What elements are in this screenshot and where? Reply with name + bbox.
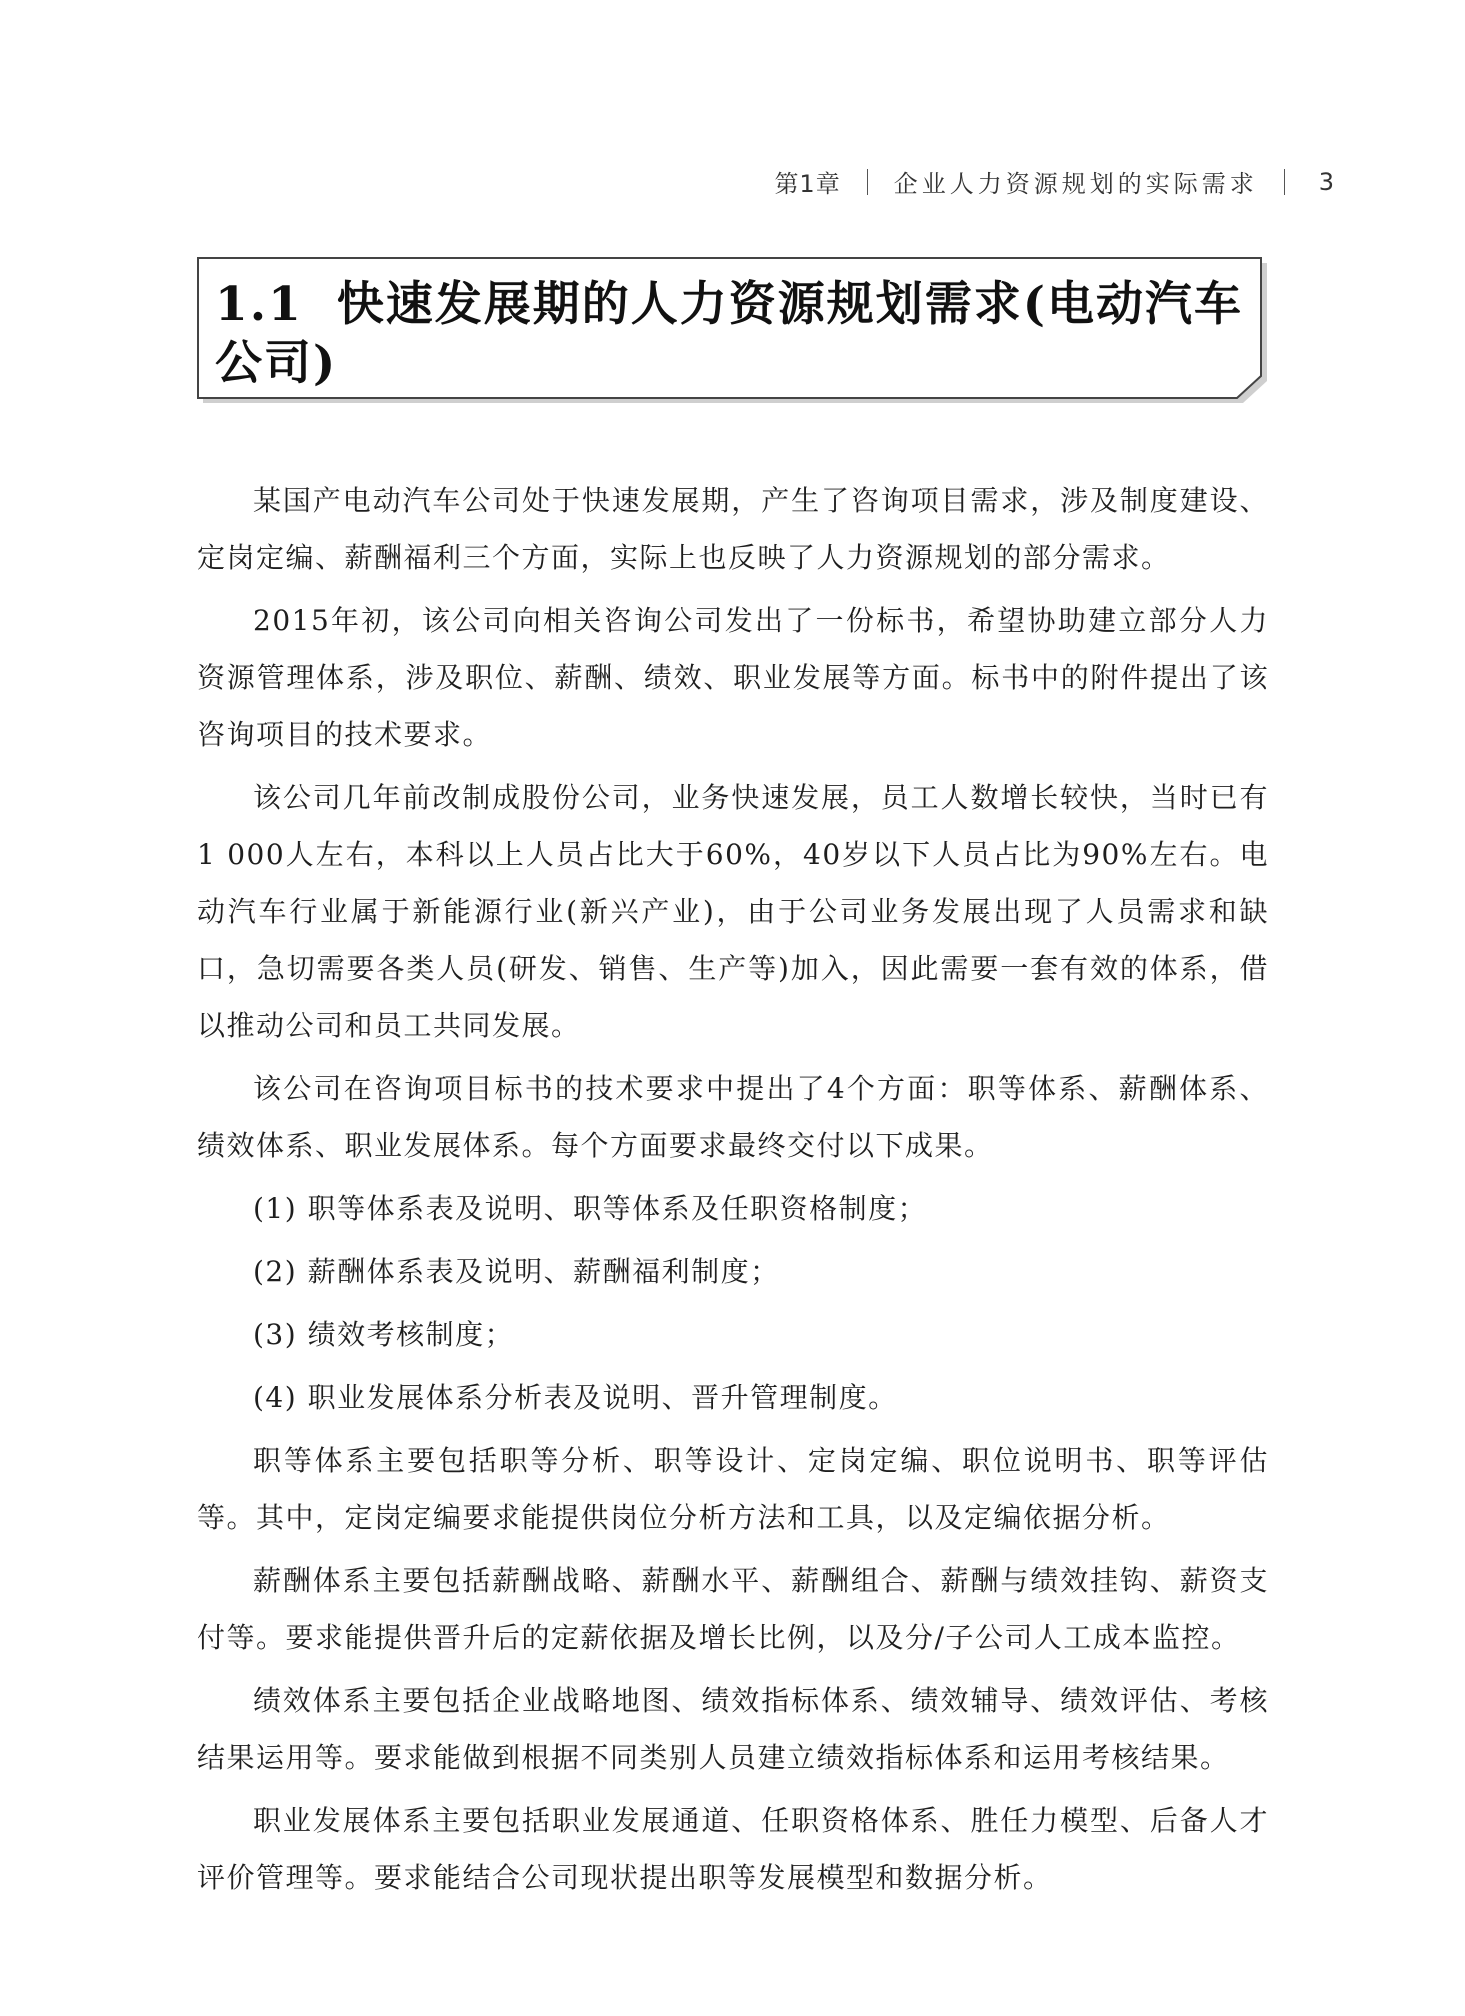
header-divider [1284,169,1285,195]
list-item: (4) 职业发展体系分析表及说明、晋升管理制度。 [253,1381,898,1414]
list-item: (2) 薪酬体系表及说明、薪酬福利制度； [253,1255,780,1288]
paragraph: 职等体系主要包括职等分析、职等设计、定岗定编、职位说明书、职等评估等。其中，定岗定编要求能提供岗位分析方法和工具，以及定编依据分析。 [197,1444,1269,1534]
list-item: (3) 绩效考核制度； [253,1318,515,1351]
chapter-label: 第1章 [774,170,841,198]
paragraph: 该公司几年前改制成股份公司，业务快速发展，员工人数增长较快，当时已有1 000人左右，本科以上人员占比大于60%，40岁以下人员占比为90%左右。电动汽车行业属于新能源行业(新兴产业)，由于公司业务发展出现了人员需求和缺口，急切需要各类人员(研发、销售、生产等)加入，因此需要一套有效的体系，借以推动公司和员工共同发展。 [197,781,1269,1042]
paragraph: 2015年初，该公司向相关咨询公司发出了一份标书，希望协助建立部分人力资源管理体系，涉及职位、薪酬、绩效、职业发展等方面。标书中的附件提出了该咨询项目的技术要求。 [197,604,1269,751]
body-text [197,472,1269,1912]
running-header [774,164,1335,199]
paragraph: 薪酬体系主要包括薪酬战略、薪酬水平、薪酬组合、薪酬与绩效挂钩、薪资支付等。要求能提供晋升后的定薪依据及增长比例，以及分/子公司人工成本监控。 [197,1564,1269,1654]
page-number: 3 [1318,167,1335,196]
section-title [215,275,1255,393]
list-item: (1) 职等体系表及说明、职等体系及任职资格制度； [253,1192,928,1225]
paragraph: 绩效体系主要包括企业战略地图、绩效指标体系、绩效辅导、绩效评估、考核结果运用等。要求能做到根据不同类别人员建立绩效指标体系和运用考核结果。 [197,1684,1269,1774]
paragraph: 职业发展体系主要包括职业发展通道、任职资格体系、胜任力模型、后备人才评价管理等。要求能结合公司现状提出职等发展模型和数据分析。 [197,1804,1269,1894]
section-title-text: 快速发展期的人力资源规划需求(电动汽车公司) [215,277,1244,391]
section-heading-box [197,257,1269,405]
paragraph: 该公司在咨询项目标书的技术要求中提出了4个方面：职等体系、薪酬体系、绩效体系、职业发展体系。每个方面要求最终交付以下成果。 [197,1072,1269,1162]
paragraph: 某国产电动汽车公司处于快速发展期，产生了咨询项目需求，涉及制度建设、定岗定编、薪酬福利三个方面，实际上也反映了人力资源规划的部分需求。 [197,484,1269,574]
section-number: 1.1 [215,277,303,332]
header-divider [867,169,868,195]
chapter-title: 企业人力资源规划的实际需求 [893,170,1258,198]
